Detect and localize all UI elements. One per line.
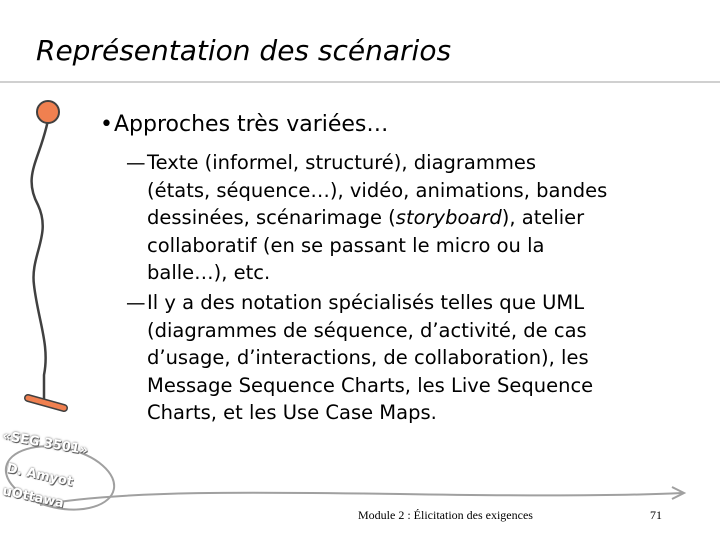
sub1-line1: Texte (informel, structuré), diagrammes xyxy=(147,151,537,174)
sub2-line2: (diagrammes de séquence, d’activité, de cas xyxy=(147,318,587,342)
bullet-dot-icon: • xyxy=(100,112,113,137)
sub1-line3c: ), atelier xyxy=(501,206,585,229)
sub1-line2: (états, séquence…), vidéo, animations, bandes xyxy=(147,178,608,202)
sub2-line3: d’usage, d’interactions, de collaboration), les xyxy=(147,346,589,369)
sub1-line3a: dessinées, scénarimage ( xyxy=(147,206,396,229)
dash-icon: — xyxy=(126,291,146,314)
ucm-start-point-icon xyxy=(37,101,59,123)
sub1-line4: collaboratif (en se passant le micro ou la xyxy=(147,233,545,257)
sub-bullet-1 xyxy=(126,149,666,287)
course-badge xyxy=(0,428,110,528)
sub1-line3-italic: storyboard xyxy=(395,206,502,229)
badge-course: «SEG 3501» xyxy=(1,428,90,459)
footer-arrow-icon xyxy=(40,493,682,505)
badge-author: D. Amyot xyxy=(5,461,75,490)
sub1-line5: balle…), etc. xyxy=(147,261,271,284)
main-bullet-text: Approches très variées… xyxy=(114,112,389,137)
sub2-line4: Message Sequence Charts, les Live Sequence xyxy=(147,373,594,397)
main-bullet xyxy=(100,112,388,137)
sub2-line5: Charts, et les Use Case Maps. xyxy=(147,401,437,424)
footer-module: Module 2 : Élicitation des exigences xyxy=(358,508,533,522)
dash-icon: — xyxy=(126,151,146,174)
sub2-line1: Il y a des notation spécialisés telles que UML xyxy=(147,291,585,314)
ucm-path xyxy=(32,120,48,400)
page-number: 71 xyxy=(650,508,662,522)
sub-bullet-2 xyxy=(126,289,666,427)
badge-university: uOttawa xyxy=(1,483,66,512)
slide-title: Représentation des scénarios xyxy=(36,34,452,67)
